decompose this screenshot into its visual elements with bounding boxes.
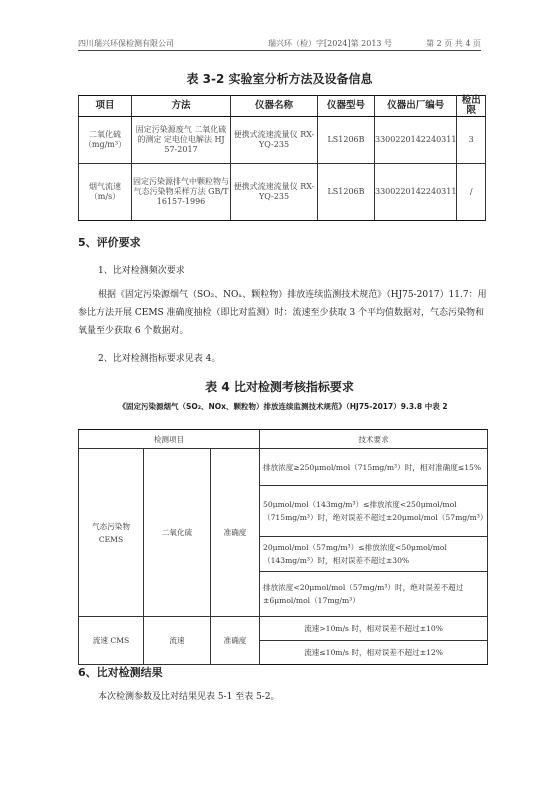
requirement: 20μmol/mol（57mg/m³）≤排放浓度<50μmol/mol（143mg/m³）时，相对误差不超过±30%	[260, 537, 488, 572]
table-4-title: 表 4 比对检测考核指标要求	[205, 380, 354, 394]
table-4	[78, 429, 488, 665]
col-header: 项目	[79, 96, 132, 117]
col-header: 检出限	[457, 96, 486, 117]
cell-limit: 3	[457, 117, 486, 164]
group-flow: 流速 CMS	[79, 617, 144, 665]
requirement: 排放浓度≥250μmol/mol（715mg/m³）时，相对准确度≤15%	[260, 449, 488, 486]
requirement: 排放浓度<20μmol/mol（57mg/m³）时，绝对误差不超过±6μmol/mol（17mg/m³）	[260, 572, 488, 617]
metric-accuracy: 准确度	[211, 449, 260, 617]
col-header-req: 技术要求	[260, 430, 488, 449]
requirement: 流速>10m/s 时，相对误差不超过±10%	[260, 617, 488, 641]
table-3-2-title: 表 3-2 实验室分析方法及设备信息	[186, 72, 373, 86]
col-header: 方法	[132, 96, 231, 117]
col-header: 仪器型号	[318, 96, 375, 117]
col-header: 仪器名称	[231, 96, 318, 117]
cell-serial: 3300220142240311	[375, 164, 457, 221]
company-name: 四川瑞兴环保检测有限公司	[78, 39, 174, 48]
col-header: 仪器出厂编号	[375, 96, 457, 117]
report-number: 瑞兴环（检）字[2024]第 2013 号	[268, 39, 393, 48]
table-row	[79, 449, 488, 486]
requirement: 流速≤10m/s 时，相对误差不超过±12%	[260, 641, 488, 665]
table-row	[79, 164, 486, 221]
page-number: 第 2 页 共 4 页	[426, 39, 481, 48]
cell-limit: /	[457, 164, 486, 221]
metric-accuracy: 准确度	[211, 617, 260, 665]
section-6-paragraph: 本次检测参数及比对结果见表 5-1 至表 5-2。	[98, 692, 280, 702]
section-5-heading: 5、评价要求	[78, 236, 141, 249]
cell-item: 二氧化硫（mg/m³）	[79, 117, 132, 164]
table-row	[79, 617, 488, 641]
cell-model: LS1206B	[318, 117, 375, 164]
cell-method: 固定污染源废气 二氧化硫的测定 定电位电解法 HJ 57-2017	[132, 117, 231, 164]
table-row	[79, 117, 486, 164]
table-3-2	[78, 95, 486, 221]
cell-model: LS1206B	[318, 164, 375, 221]
section-5-paragraph: 根据《固定污染源烟气（SO₂、NOₓ、颗粒物）排放连续监测技术规范》（HJ75-2017）11.7：用参比方法开展 CEMS 准确度抽检（即比对监测）时：流速至少获取 3 个平均值数据对，气态污染物和氧量至少获取 6 个数据对。	[78, 290, 487, 336]
param-flow: 流速	[144, 617, 211, 665]
cell-instrument: 便携式流速流量仪 RX-YQ-235	[231, 117, 318, 164]
section-5-item-2: 2、比对检测指标要求见表 4。	[98, 354, 221, 364]
cell-instrument: 便携式流速流量仪 RX-YQ-235	[231, 164, 318, 221]
param-so2: 二氧化硫	[144, 449, 211, 617]
col-header-item: 检测项目	[79, 430, 260, 449]
cell-item: 烟气流速（m/s）	[79, 164, 132, 221]
cell-method: 固定污染源排气中颗粒物与气态污染物采样方法 GB/T 16157-1996	[132, 164, 231, 221]
table-4-subtitle: 《固定污染源烟气（SO₂、NOx、颗粒物）排放连续监测技术规范》（HJ75-2017）9.3.8 中表 2	[118, 402, 448, 411]
section-6-heading: 6、比对检测结果	[78, 666, 163, 679]
group-gas: 气态污染物 CEMS	[79, 449, 144, 617]
requirement: 50μmol/mol（143mg/m³）≤排放浓度<250μmol/mol（715mg/m³）时，绝对误差不超过±20μmol/mol（57mg/m³）	[260, 486, 488, 537]
page-header	[78, 36, 481, 51]
cell-serial: 3300220142240311	[375, 117, 457, 164]
section-5-item-1: 1、比对检测频次要求	[98, 266, 185, 276]
